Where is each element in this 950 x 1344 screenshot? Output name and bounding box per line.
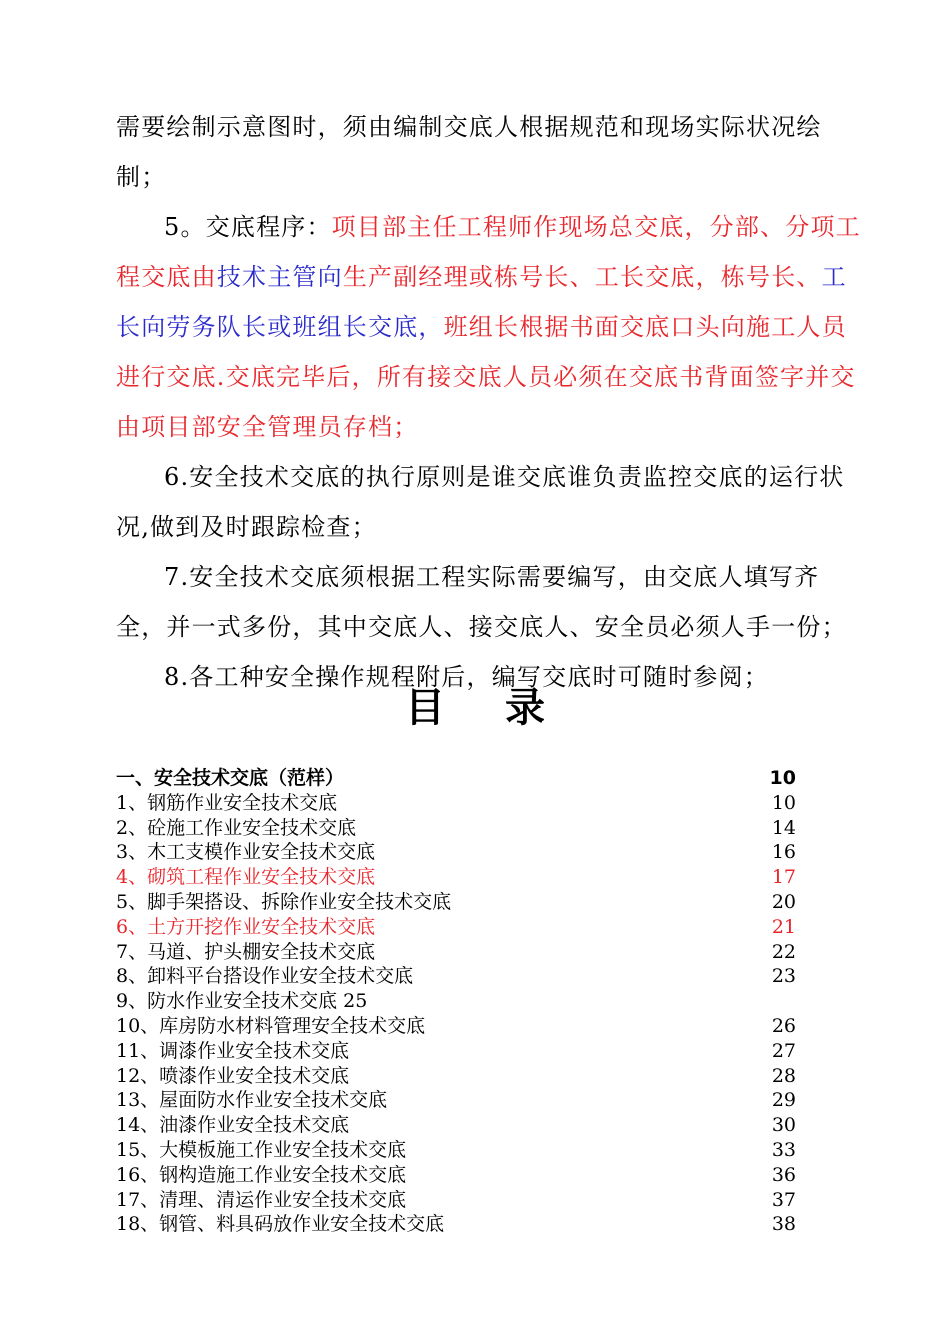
- toc-item-page: 21: [771, 915, 796, 938]
- toc-item[interactable]: [116, 964, 796, 989]
- toc-item[interactable]: [116, 1212, 796, 1237]
- procedure-blue-2: 工长向劳务队长或班组长交底，: [116, 263, 847, 341]
- toc-item[interactable]: [116, 791, 796, 816]
- toc-item[interactable]: [116, 1014, 796, 1039]
- toc-item-page: 38: [771, 1213, 796, 1236]
- toc-item-page: 23: [771, 965, 796, 988]
- toc-item-label: 8、卸料平台搭设作业安全技术交底: [116, 965, 414, 988]
- toc-item-label: 10、库房防水材料管理安全技术交底: [116, 1014, 426, 1037]
- toc-item-page: 14: [771, 816, 796, 839]
- procedure-blue-1: 技术主管向: [216, 263, 343, 291]
- toc-item[interactable]: [116, 1188, 796, 1213]
- toc-item[interactable]: [116, 1138, 796, 1163]
- toc-item-label: 1、钢筋作业安全技术交底: [116, 791, 338, 814]
- paragraph-procedure: [116, 202, 866, 452]
- toc-item[interactable]: [116, 840, 796, 865]
- toc-item-label: 9、防水作业安全技术交底 25: [116, 990, 368, 1013]
- toc-item-label: 5、脚手架搭设、拆除作业安全技术交底: [116, 890, 452, 913]
- toc-item[interactable]: [116, 989, 796, 1014]
- toc-item-page: 33: [771, 1138, 796, 1161]
- toc-item[interactable]: [116, 1163, 796, 1188]
- procedure-red-3: 班组长根据书面交底口头向施工人员进行交底.交底完毕后，所有接交底人员必须在交底书背面签字并交由项目部安全管理员存档；: [116, 313, 856, 441]
- toc-item[interactable]: [116, 816, 796, 841]
- toc-item-label: 18、钢管、料具码放作业安全技术交底: [116, 1213, 445, 1236]
- toc-item[interactable]: [116, 1064, 796, 1089]
- toc-item-label: 13、屋面防水作业安全技术交底: [116, 1089, 388, 1112]
- toc-item-label: 15、大模板施工作业安全技术交底: [116, 1138, 407, 1161]
- toc-item-label: 2、砼施工作业安全技术交底: [116, 816, 357, 839]
- paragraph-drawing-note: 需要绘制示意图时，须由编制交底人根据规范和现场实际状况绘制；: [116, 113, 822, 191]
- table-of-contents: [116, 766, 796, 1237]
- toc-item-label: 17、清理、清运作业安全技术交底: [116, 1188, 407, 1211]
- procedure-label: 5。交底程序：: [164, 213, 332, 241]
- toc-item[interactable]: [116, 865, 796, 890]
- toc-item-page: 10: [769, 767, 796, 789]
- toc-item[interactable]: [116, 940, 796, 965]
- toc-item-label: 3、木工支模作业安全技术交底: [116, 841, 376, 864]
- toc-item-label: 16、钢构造施工作业安全技术交底: [116, 1163, 407, 1186]
- toc-item-label: 7、马道、护头棚安全技术交底: [116, 940, 376, 963]
- toc-item-page: 22: [771, 940, 796, 963]
- toc-item-label: 6、土方开挖作业安全技术交底: [116, 915, 376, 938]
- toc-item[interactable]: [116, 890, 796, 915]
- procedure-red-2: 生产副经理或栋号长、工长交底，栋号长、: [342, 263, 822, 291]
- toc-item-label: 一、安全技术交底（范样）: [116, 767, 345, 789]
- toc-item-page: 26: [771, 1014, 796, 1037]
- toc-item-page: 28: [771, 1064, 796, 1087]
- toc-item-page: 29: [771, 1089, 796, 1112]
- toc-item[interactable]: [116, 1039, 796, 1064]
- toc-item[interactable]: [116, 915, 796, 940]
- toc-item[interactable]: [116, 766, 796, 791]
- paragraph-principle: 6.安全技术交底的执行原则是谁交底谁负责监控交底的运行状况,做到及时跟踪检查；: [116, 463, 845, 541]
- body-text: [116, 102, 866, 702]
- procedure-red-1: 项目部主任工程师作现场总交底，分部、分项工程交底由: [116, 213, 861, 291]
- toc-item-page: 16: [771, 841, 796, 864]
- toc-item-page: 20: [771, 890, 796, 913]
- toc-item-label: 11、调漆作业安全技术交底: [116, 1039, 350, 1062]
- paragraph-appendix: 8.各工种安全操作规程附后，编写交底时可随时参阅；: [164, 663, 769, 691]
- toc-item-page: 37: [771, 1188, 796, 1211]
- toc-item-page: 17: [771, 866, 796, 889]
- toc-item[interactable]: [116, 1113, 796, 1138]
- toc-item-label: 14、油漆作业安全技术交底: [116, 1114, 350, 1137]
- toc-item-page: 36: [771, 1163, 796, 1186]
- toc-item-page: 27: [771, 1039, 796, 1062]
- toc-item-label: 12、喷漆作业安全技术交底: [116, 1064, 350, 1087]
- paragraph-writing: 7.安全技术交底须根据工程实际需要编写，由交底人填写齐全，并一式多份，其中交底人、接交底人、安全员必须人手一份；: [116, 563, 847, 641]
- toc-item-page: [756, 989, 796, 1014]
- toc-item-label: 4、砌筑工程作业安全技术交底: [116, 866, 376, 889]
- toc-item-page: 30: [771, 1114, 796, 1137]
- toc-item-page: 10: [771, 791, 796, 814]
- toc-item[interactable]: [116, 1088, 796, 1113]
- toc-title: 目录: [405, 685, 605, 731]
